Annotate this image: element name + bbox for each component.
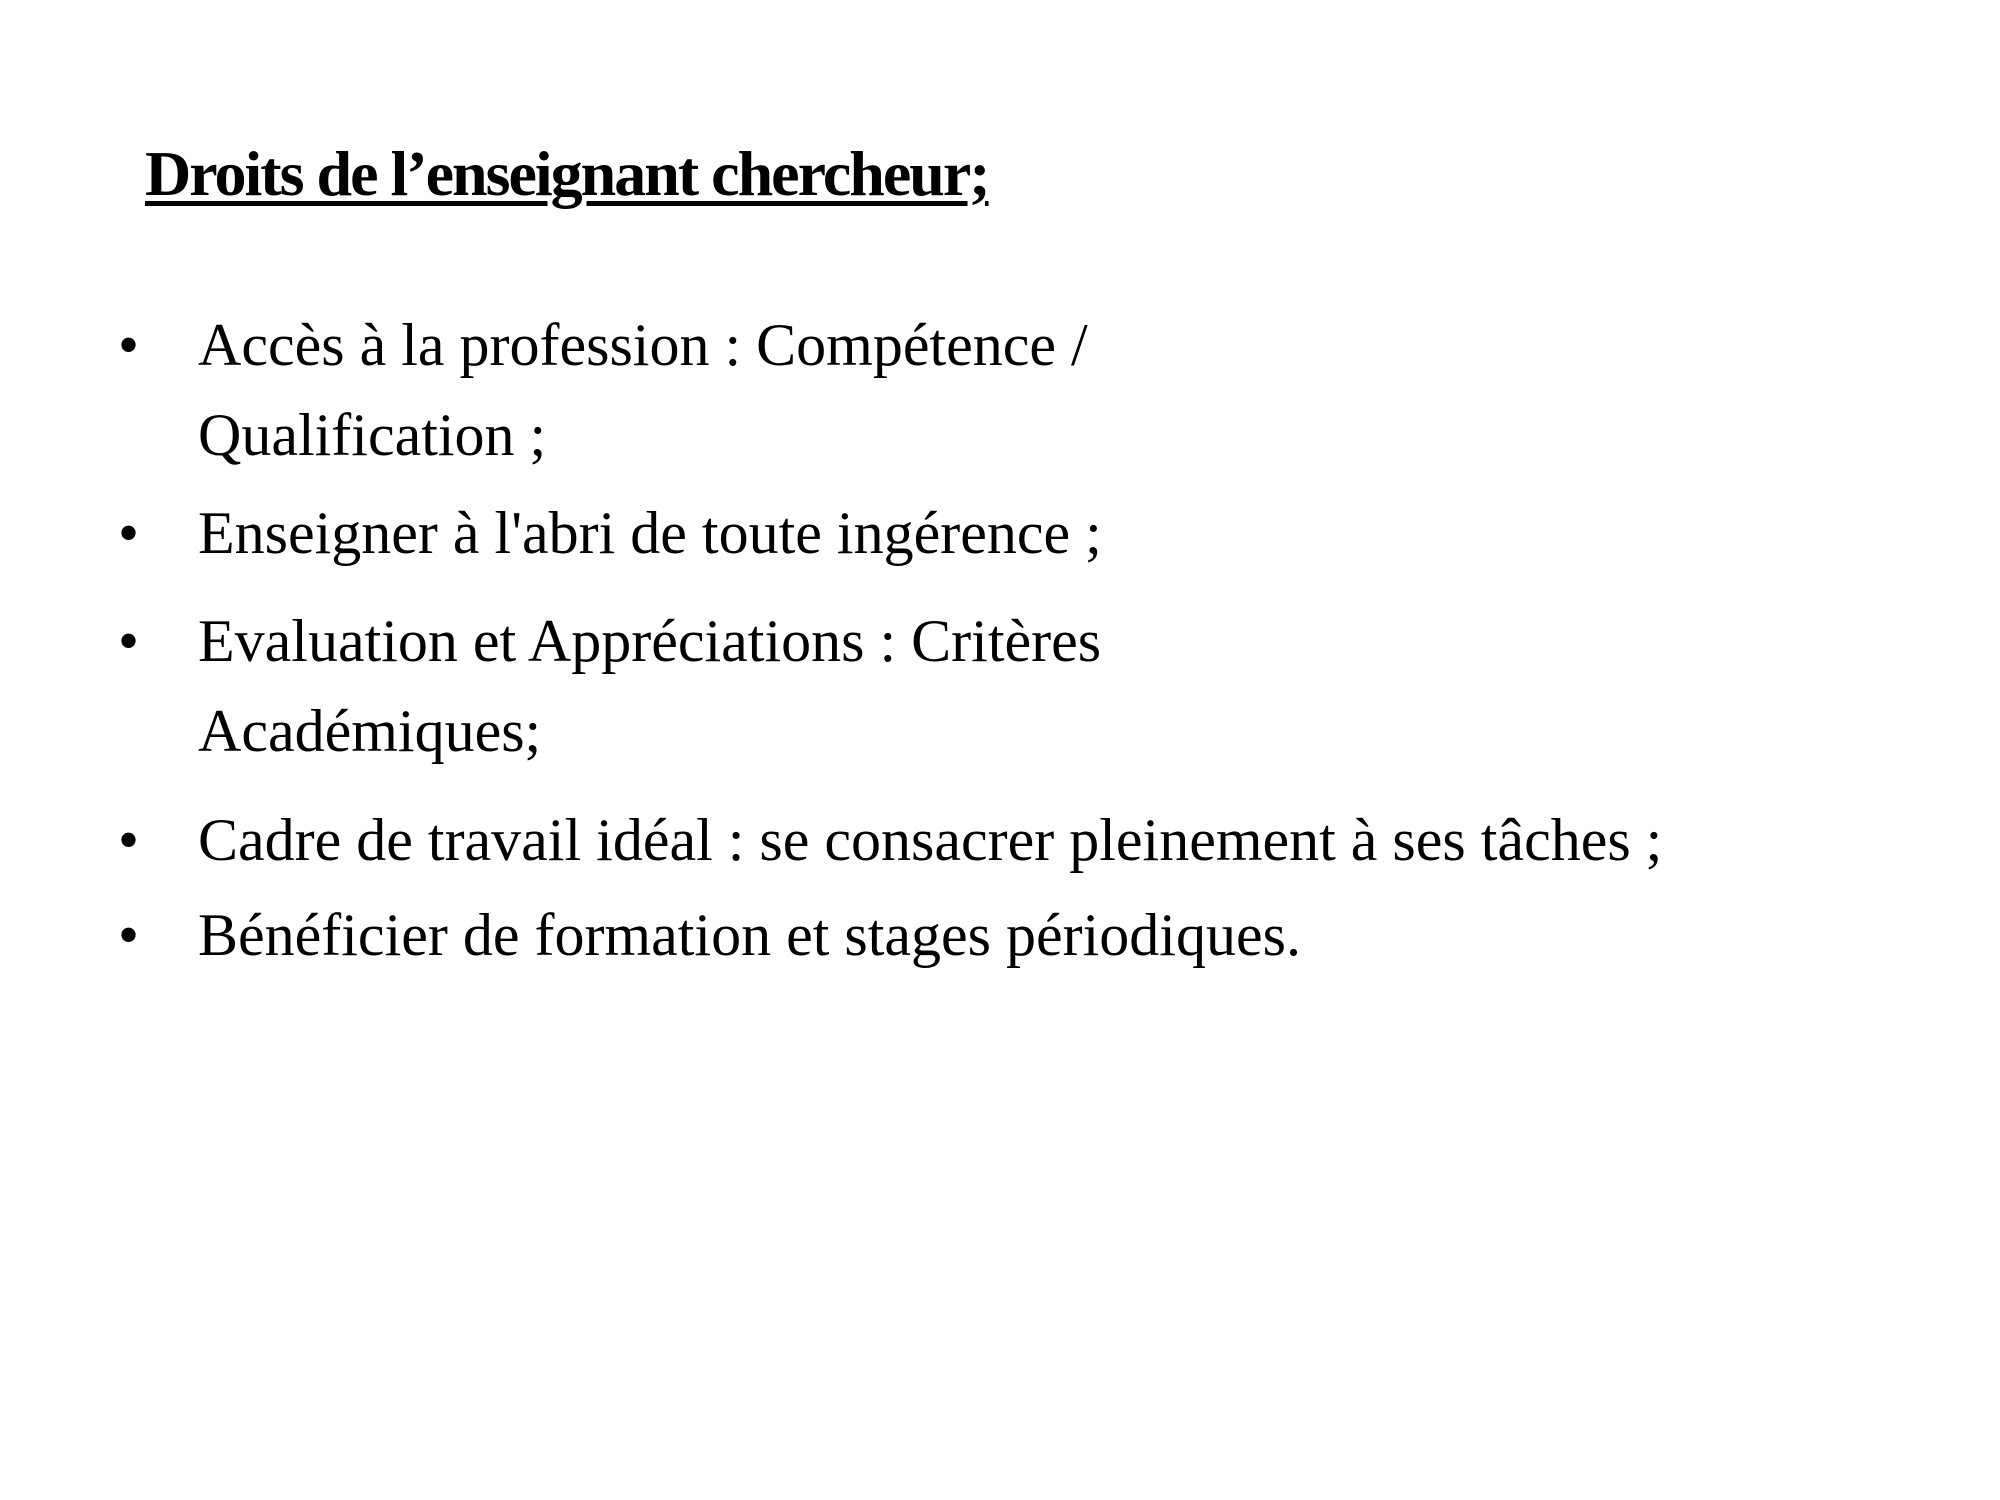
bullet-dot-icon: • <box>118 608 140 674</box>
slide-title: Droits de l’enseignant chercheur; <box>145 138 989 209</box>
bullet-text <box>198 795 1662 885</box>
bullet-line: Qualification ; <box>198 402 547 468</box>
bullet-text <box>198 300 1088 480</box>
bullet-dot-icon: • <box>118 807 140 873</box>
bullet-line: Académiques; <box>198 698 542 764</box>
bullet-line: Enseigner à l'abri de toute ingérence ; <box>198 500 1102 566</box>
bullet-dot-icon: • <box>118 312 140 378</box>
bullet-dot-icon: • <box>118 902 140 968</box>
bullet-dot-icon: • <box>118 500 140 566</box>
bullet-line: Accès à la profession : Compétence / <box>198 312 1088 378</box>
bullet-line: Cadre de travail idéal : se consacrer pleinement à ses tâches ; <box>198 807 1663 873</box>
bullet-text <box>198 890 1301 980</box>
bullet-text <box>198 488 1102 578</box>
bullet-text <box>198 596 1101 776</box>
bullet-line: Evaluation et Appréciations : Critères <box>198 608 1102 674</box>
bullet-line: Bénéficier de formation et stages périodiques. <box>198 902 1301 968</box>
